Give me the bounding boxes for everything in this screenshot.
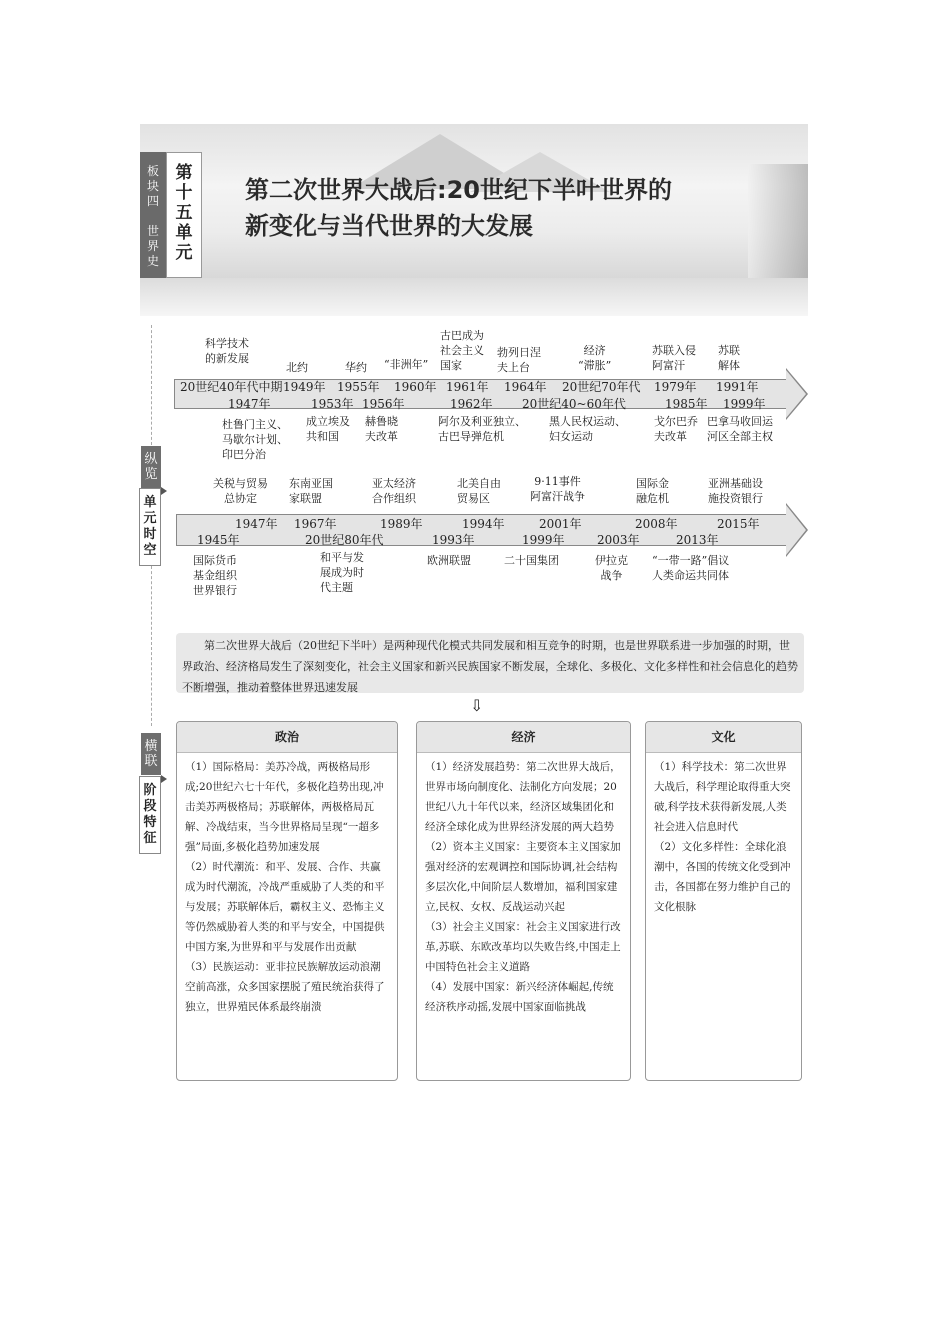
economy-column: [416, 721, 631, 1081]
column-body: [417, 753, 630, 1017]
timeline-event: 二十国集团: [504, 554, 559, 567]
column-body: [646, 753, 801, 917]
header-banner-bottom: [140, 278, 808, 316]
timeline-event: 东南亚国 家联盟: [289, 477, 333, 505]
timeline-event: 国际货币 基金组织 世界银行: [193, 554, 237, 597]
culture-column: [645, 721, 802, 1081]
timeline-year: 20世纪80年代: [305, 533, 384, 547]
side-label-stage-features: [139, 776, 161, 854]
timeline-event: 和平与发 展成为时 代主题: [320, 551, 364, 594]
section-tab: [140, 152, 166, 278]
timeline-event: 欧洲联盟: [427, 554, 471, 567]
pointer-icon: [161, 775, 167, 783]
timeline-event: 戈尔巴乔 夫改革: [654, 415, 698, 443]
unit-tab-char: 五: [175, 203, 193, 223]
column-paragraph: （4）发展中国家：新兴经济体崛起,传统经济秩序动摇,发展中国家面临挑战: [425, 981, 614, 1013]
timeline-year: 2001年: [539, 517, 582, 531]
timeline-year: 2003年: [597, 533, 640, 547]
timeline-event: 经济 “滞胀”: [578, 344, 612, 372]
timeline-year: 1991年: [716, 380, 759, 394]
unit-tab-char: 十: [175, 183, 193, 203]
column-paragraph: （1）经济发展趋势：第二次世界大战后，世界市场向制度化、法制化方向发展；20世纪八九十年代以来，经济区域集团化和经济全球化成为世界经济发展的两大趋势: [425, 761, 621, 833]
column-paragraph: （2）文化多样性：全球化浪潮中，各国的传统文化受到冲击，各国都在努力维护自己的文化根脉: [654, 841, 791, 913]
side-char: 特: [143, 815, 157, 830]
title-line: 第二次世界大战后:20世纪下半叶世界的: [245, 176, 672, 204]
title-line: 新变化与当代世界的大发展: [245, 212, 533, 240]
timeline-event: 国际金 融危机: [636, 477, 669, 505]
timeline-event: 9·11事件 阿富汗战争: [530, 475, 585, 503]
unit-tab-char: 元: [175, 243, 193, 263]
section-tab-char: 板: [146, 164, 159, 178]
pointer-icon: [161, 487, 167, 495]
timeline-year: 1994年: [462, 517, 505, 531]
timeline-year: 20世纪70年代: [562, 380, 641, 394]
dotted-guide: [151, 325, 152, 445]
timeline-year: 1999年: [723, 397, 766, 411]
timeline-year: 1967年: [294, 517, 337, 531]
timeline-year: 1955年: [337, 380, 380, 394]
timeline-event: 亚洲基础设 施投资银行: [708, 477, 763, 505]
section-tab-char: 四: [146, 194, 159, 208]
timeline-event: 阿尔及利亚独立、 古巴导弹危机: [438, 415, 526, 443]
timeline-event: 北美自由 贸易区: [457, 477, 501, 505]
unit-tab: [166, 152, 202, 278]
column-paragraph: （3）社会主义国家：社会主义国家进行改革,苏联、东欧改革均以失败告终,中国走上中国特色社会主义道路: [425, 921, 621, 973]
side-char: 段: [143, 799, 157, 814]
timeline-event: “一带一路”倡议 人类命运共同体: [652, 554, 730, 582]
timeline-event: 杜鲁门主义、 马歇尔计划、 印巴分治: [222, 418, 288, 461]
timeline-year: 1953年: [311, 397, 354, 411]
timeline-year: 1962年: [450, 397, 493, 411]
column-heading: 经济: [417, 722, 630, 753]
timeline-event: 勃列日涅 夫上台: [497, 346, 541, 374]
timeline-year: 1956年: [362, 397, 405, 411]
side-char: 时: [143, 527, 157, 542]
column-paragraph: （3）民族运动：亚非拉民族解放运动浪潮空前高涨，众多国家摆脱了殖民统治获得了独立，世界殖民体系最终崩溃: [185, 961, 385, 1013]
unit-tab-char: 单: [175, 223, 193, 243]
page-title: [245, 172, 785, 244]
timeline-year: 1985年: [665, 397, 708, 411]
timeline-event: “非洲年”: [384, 358, 429, 371]
timeline-year: 1999年: [522, 533, 565, 547]
side-char: 空: [143, 543, 157, 558]
side-char: 元: [143, 511, 157, 526]
summary-box: [176, 633, 804, 693]
timeline-event: 科学技术 的新发展: [205, 337, 249, 365]
side-char: 联: [144, 754, 158, 769]
side-label-unit-time: [139, 488, 161, 566]
column-body: [177, 753, 397, 1017]
timeline-event: 华约: [345, 361, 367, 374]
side-char: 阶: [143, 783, 157, 798]
side-char: 征: [143, 831, 157, 846]
side-char: 横: [144, 739, 158, 754]
side-char: 览: [144, 467, 158, 482]
arrow-down-icon: ⇩: [470, 696, 484, 715]
section-tab-char: 史: [146, 254, 159, 268]
timeline-year: 1945年: [197, 533, 240, 547]
timeline-year: 1947年: [235, 517, 278, 531]
timeline-year: 1964年: [504, 380, 547, 394]
side-char: 单: [143, 495, 157, 510]
timeline-year: 1949年: [283, 380, 326, 394]
timeline-year: 20世纪40年代中期: [180, 380, 283, 394]
timeline-year: 1979年: [654, 380, 697, 394]
timeline-event: 巴拿马收回运 河区全部主权: [707, 415, 773, 443]
unit-tab-char: 第: [175, 163, 193, 183]
column-paragraph: （2）资本主义国家：主要资本主义国家加强对经济的宏观调控和国际协调,社会结构多层次化,中间阶层人数增加，福利国家建立,民权、女权、反战运动兴起: [425, 841, 621, 913]
column-paragraph: （1）国际格局：美苏冷战，两极格局形成;20世纪六七十年代，多极化趋势出现,冲击美苏两极格局；苏联解体，两极格局瓦解、冷战结束，当今世界格局呈现“一超多强”局面,多极化趋势加速发展: [185, 761, 384, 853]
timeline-event: 古巴成为 社会主义 国家: [440, 329, 484, 372]
column-paragraph: （1）科学技术：第二次世界大战后，科学理论取得重大突破,科学技术获得新发展,人类社会进入信息时代: [654, 761, 791, 833]
politics-column: [176, 721, 398, 1081]
timeline-year: 1989年: [380, 517, 423, 531]
section-tab-char: 块: [146, 179, 159, 193]
timeline-arrow-head-fill: [786, 370, 806, 418]
column-heading: 文化: [646, 722, 801, 753]
timeline-event: 黑人民权运动、 妇女运动: [549, 415, 626, 443]
timeline-year: 1993年: [432, 533, 475, 547]
timeline-year: 1960年: [394, 380, 437, 394]
timeline-arrow-head-fill: [786, 505, 806, 555]
timeline-event: 亚太经济 合作组织: [372, 477, 416, 505]
side-char: 纵: [144, 452, 158, 467]
timeline-year: 20世纪40~60年代: [522, 397, 626, 411]
timeline-year: 2013年: [676, 533, 719, 547]
dotted-guide: [151, 566, 152, 726]
column-heading: 政治: [177, 722, 397, 753]
side-label-link: [141, 733, 161, 775]
timeline-event: 苏联入侵 阿富汗: [652, 344, 696, 372]
timeline-event: 关税与贸易 总协定: [213, 477, 268, 505]
timeline-event: 赫鲁晓 夫改革: [365, 415, 398, 443]
timeline-event: 苏联 解体: [718, 344, 740, 372]
timeline-event: 成立埃及 共和国: [306, 415, 350, 443]
section-tab-char: 世: [146, 224, 159, 238]
timeline-year: 2015年: [717, 517, 760, 531]
timeline-year: 1947年: [228, 397, 271, 411]
section-tab-spacer: [140, 209, 166, 224]
section-tab-char: 界: [146, 239, 159, 253]
timeline-event: 北约: [286, 361, 308, 374]
summary-text: 第二次世界大战后（20世纪下半叶）是两种现代化模式共同发展和相互竞争的时期，也是世界联系进一步加强的时期，世界政治、经济格局发生了深刻变化，社会主义国家和新兴民族国家不断发展，全球化、多极化、文化多样性和社会信息化的趋势不断增强，推动着整体世界迅速发展: [182, 639, 798, 694]
timeline-year: 2008年: [635, 517, 678, 531]
column-paragraph: （2）时代潮流：和平、发展、合作、共赢成为时代潮流，冷战严重威胁了人类的和平与发展；苏联解体后，霸权主义、恐怖主义等仍然威胁着人类的和平与安全，中国提供中国方案,为世界和平与发展作出贡献: [185, 861, 385, 953]
timeline-event: 伊拉克 战争: [595, 554, 628, 582]
side-label-overview: [141, 446, 161, 488]
timeline-year: 1961年: [446, 380, 489, 394]
